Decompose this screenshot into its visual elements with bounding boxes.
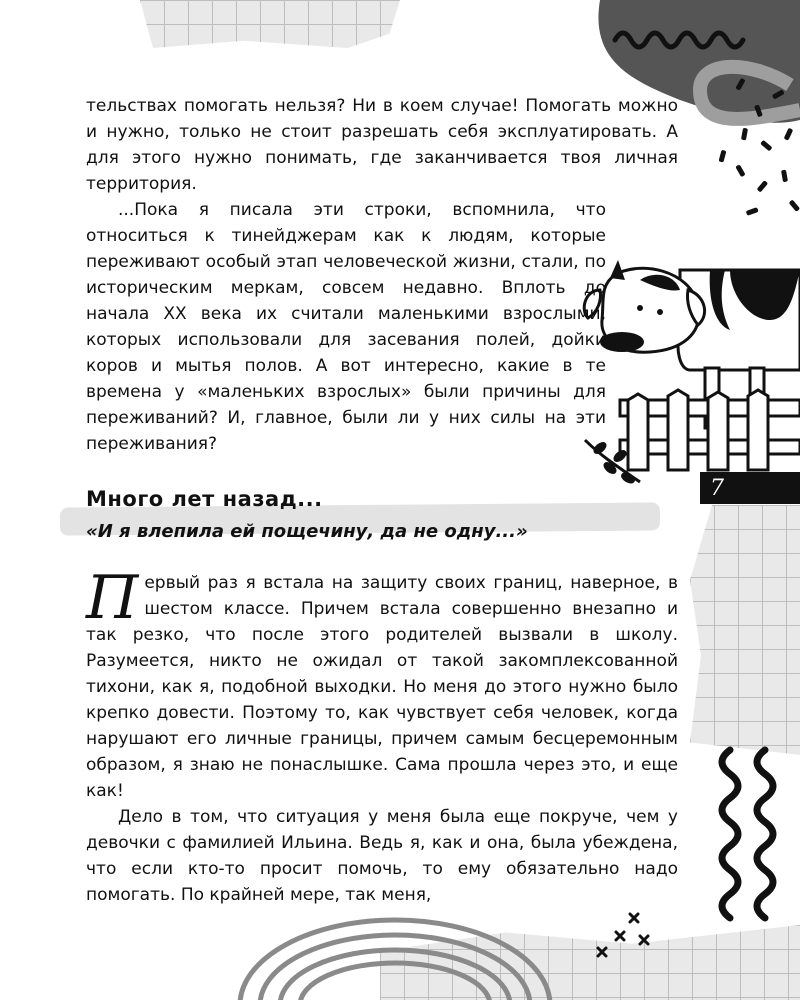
- paragraph: тельствах помогать нельзя? Ни в коем случае! Помогать можно и нужно, только не стоит разрешать себя эксплуатировать. А для этого нужно понимать, где заканчивается твоя личная территория.: [86, 96, 678, 194]
- body-text-block: [86, 563, 678, 908]
- drop-cap: П: [86, 563, 139, 633]
- wavy-lines-decoration: [700, 745, 800, 930]
- section-heading: Много лет назад...: [86, 487, 323, 511]
- paragraph: ...Пока я писала эти строки, вспомнила, что относиться к тинейджерам как к людям, которые переживают особый этап человеческой жизни, стали, по историческим меркам, совсем недавно. Вплоть до начала XX века их считали маленькими взрослыми, которых использовали для засевания полей, дойки коров и мытья полов. А вот интересно, какие в те времена у «маленьких взрослых» были причины для переживаний? И, главное, были ли у них силы на эти переживания?: [86, 200, 606, 454]
- rainbow-arcs-decoration: [230, 910, 560, 1000]
- paragraph: [86, 563, 678, 804]
- page-number: 7: [700, 472, 800, 504]
- paragraph-text: ервый раз я встала на защиту своих границ, наверное, в шестом классе. Причем встала совершенно внезапно и так резко, что после этого родителей вызвали в школу. Разумеется, никто не ожидал от такой закомплексованной тихони, как я, подобной выходки. Но меня до этого нужно было крепко довести. Поэтому то, как чувствует себя человек, когда нарушают его личные границы, причем самым бесцеремонным образом, я знаю не понаслышке. Сама прошла через это, и еще как!: [86, 573, 678, 801]
- top-text-block: [86, 93, 678, 457]
- cross-marks-decoration: [590, 908, 660, 968]
- paragraph: Дело в том, что ситуация у меня была еще покруче, чем у девочки с фамилией Ильина. Ведь я, как и она, была убеждена, что если кто-то просит помочь, то ему обязательно надо помогать. По крайней мере, так меня,: [86, 807, 678, 905]
- section-subheading: «И я влепила ей пощечину, да не одну...»: [86, 521, 528, 542]
- grid-paper-scrap-top-left: [140, 0, 400, 48]
- grid-paper-scrap: [690, 505, 800, 755]
